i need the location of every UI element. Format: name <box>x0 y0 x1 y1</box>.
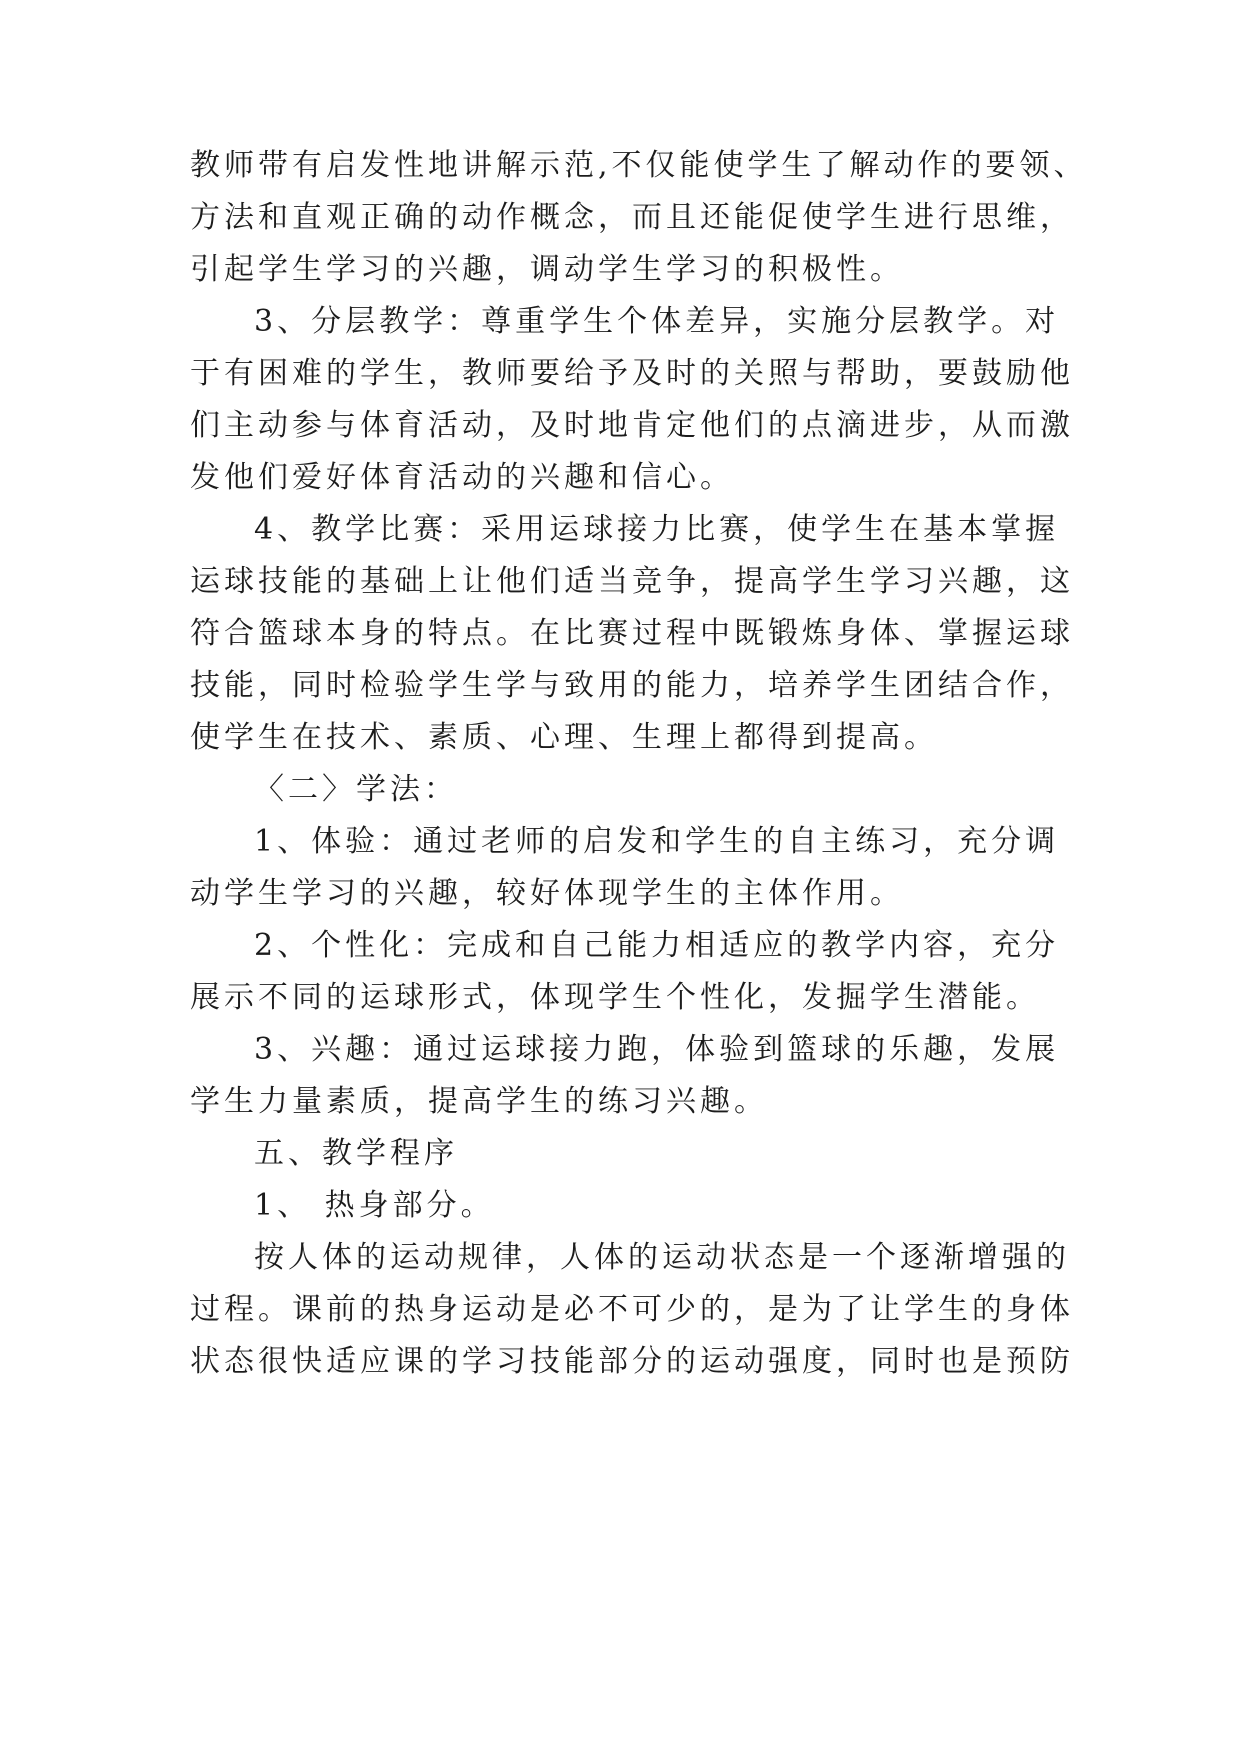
text-line-16: 2、个性化：完成和自己能力相适应的教学内容，充分 <box>254 928 1060 963</box>
text-line-2: 方法和直观正确的动作概念，而且还能促使学生进行思维， <box>190 200 1074 235</box>
text-line-7: 发他们爱好体育活动的兴趣和信心。 <box>190 460 734 495</box>
text-line-11: 技能，同时检验学生学与致用的能力，培养学生团结合作， <box>190 668 1074 703</box>
text-line-17: 展示不同的运球形式，体现学生个性化，发掘学生潜能。 <box>190 980 1040 1015</box>
text-line-8: 4、教学比赛：采用运球接力比赛，使学生在基本掌握 <box>254 512 1060 547</box>
section-heading-learning-methods: 〈二〉学法： <box>254 772 458 807</box>
text-line-4: 3、分层教学：尊重学生个体差异，实施分层教学。对 <box>254 304 1060 339</box>
text-line-15: 动学生学习的兴趣，较好体现学生的主体作用。 <box>190 876 904 911</box>
text-line-5: 于有困难的学生，教师要给予及时的关照与帮助，要鼓励他 <box>190 356 1074 391</box>
text-line-18: 3、兴趣：通过运球接力跑，体验到篮球的乐趣，发展 <box>254 1032 1060 1067</box>
text-line-10: 符合篮球本身的特点。在比赛过程中既锻炼身体、掌握运球 <box>190 616 1074 651</box>
section-heading-teaching-procedure: 五、教学程序 <box>254 1136 458 1171</box>
text-line-1: 教师带有启发性地讲解示范,不仅能使学生了解动作的要领、 <box>190 148 1088 183</box>
text-line-19: 学生力量素质，提高学生的练习兴趣。 <box>190 1084 768 1119</box>
text-line-22: 按人体的运动规律，人体的运动状态是一个逐渐增强的 <box>254 1240 1070 1275</box>
text-line-12: 使学生在技术、素质、心理、生理上都得到提高。 <box>190 720 938 755</box>
text-line-24: 状态很快适应课的学习技能部分的运动强度，同时也是预防 <box>190 1344 1074 1379</box>
text-line-9: 运球技能的基础上让他们适当竞争，提高学生学习兴趣，这 <box>190 564 1074 599</box>
text-line-23: 过程。课前的热身运动是必不可少的，是为了让学生的身体 <box>190 1292 1074 1327</box>
text-line-3: 引起学生学习的兴趣，调动学生学习的积极性。 <box>190 252 904 287</box>
subsection-heading-warmup: 1、 热身部分。 <box>254 1188 495 1223</box>
text-line-14: 1、体验：通过老师的启发和学生的自主练习，充分调 <box>254 824 1060 859</box>
text-line-6: 们主动参与体育活动，及时地肯定他们的点滴进步，从而激 <box>190 408 1074 443</box>
